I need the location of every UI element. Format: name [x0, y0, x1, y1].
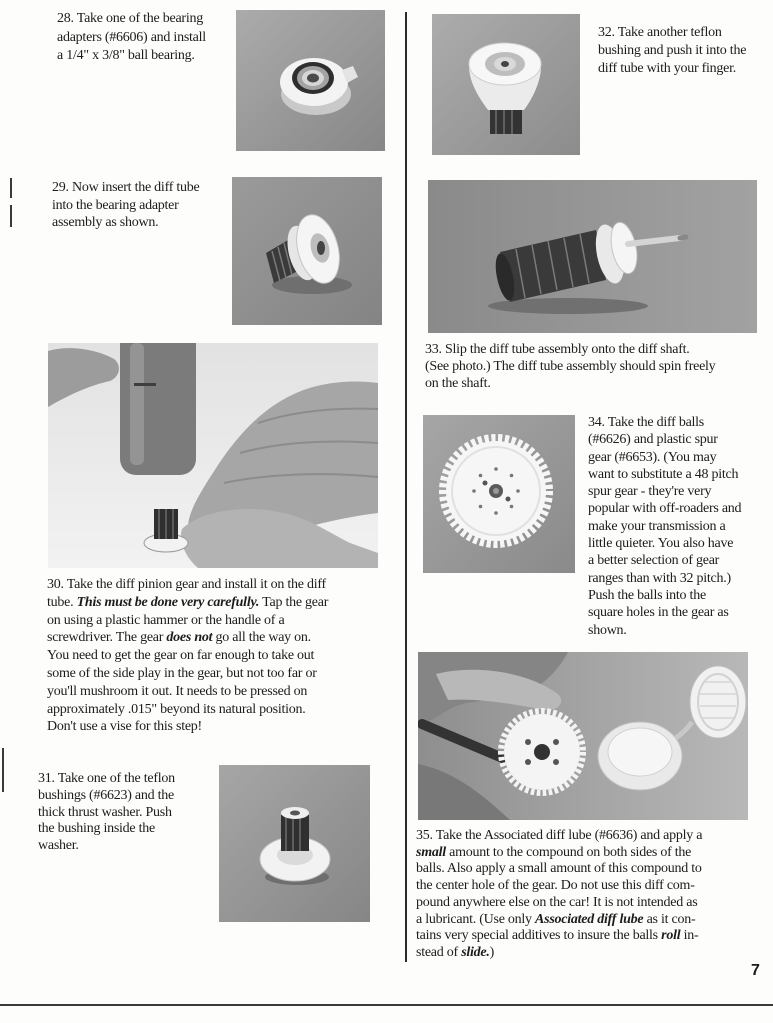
text-line	[47, 576, 328, 594]
step-34-text	[588, 414, 741, 639]
text-line	[425, 375, 715, 392]
text-run: 33. Slip the diff tube assembly onto the diff shaft.	[425, 342, 690, 357]
text-line	[425, 358, 715, 375]
text-line	[416, 945, 702, 962]
shadow	[272, 276, 352, 294]
text-line	[47, 647, 328, 665]
gear-center-hole	[489, 484, 503, 498]
text-run: screwdriver. The gear	[47, 630, 167, 646]
text-line	[47, 683, 328, 701]
text-line	[416, 861, 702, 878]
text-line	[588, 622, 741, 639]
step-34-photo	[423, 415, 575, 573]
text-line	[598, 42, 746, 60]
step-29-text	[52, 179, 200, 232]
text-line	[588, 518, 741, 535]
text-line	[416, 878, 702, 895]
step-30-photo	[48, 343, 378, 568]
text-run: (See photo.) The diff tube assembly should spin freely	[425, 359, 716, 374]
step-28-photo	[236, 10, 385, 151]
text-run: the center hole of the gear. Do not use this diff com-	[416, 878, 695, 894]
text-run: Push the balls into the	[588, 587, 706, 603]
text-run: assembly as shown.	[52, 215, 159, 230]
text-line	[588, 483, 741, 500]
text-line	[57, 10, 206, 29]
scan-mark	[2, 748, 4, 792]
text-run: as it con-	[643, 911, 696, 927]
text-run: 28. Take one of the bearing	[57, 11, 203, 26]
emphasis-text: Associated diff lube	[535, 911, 644, 927]
step-33-photo	[428, 180, 757, 333]
text-run: amount to the compound on both sides of the	[445, 844, 692, 860]
text-run: popular with off-roaders and	[588, 501, 742, 517]
text-line	[47, 718, 328, 736]
text-run: approximately .015" beyond its natural position.	[47, 701, 306, 717]
ball-bearing	[292, 62, 334, 94]
text-run: adapters (#6606) and install	[57, 29, 206, 45]
text-line	[416, 928, 702, 945]
text-line	[38, 805, 175, 822]
text-run: Don't use a vise for this step!	[47, 719, 202, 735]
teflon-bushing-gear	[281, 807, 309, 851]
text-run: little quieter. You also have	[588, 536, 734, 552]
emphasis-text: small	[416, 844, 446, 860]
text-line	[416, 895, 702, 912]
text-line	[588, 587, 741, 604]
scan-mark	[10, 178, 12, 198]
text-run: balls. Also apply a small amount of this compound to	[416, 861, 702, 877]
step-32-text	[598, 24, 746, 78]
text-run: on the shaft.	[425, 376, 491, 391]
text-run: in-	[680, 928, 699, 944]
footer-rule	[0, 1004, 773, 1006]
text-line	[416, 828, 702, 845]
text-run: ranges than with 32 pitch.)	[588, 570, 731, 586]
text-line	[425, 341, 715, 358]
text-run: shown.	[588, 622, 627, 638]
text-line	[47, 612, 328, 630]
text-line	[588, 500, 741, 517]
text-run: bushings (#6623) and the	[38, 787, 174, 803]
text-line	[416, 845, 702, 862]
column-divider	[405, 12, 407, 962]
text-line	[57, 47, 206, 66]
text-run: (#6626) and plastic spur	[588, 432, 718, 448]
text-line	[588, 414, 741, 431]
step-35-text	[416, 828, 702, 962]
text-line	[598, 24, 746, 42]
text-run: 29. Now insert the diff tube	[52, 180, 200, 195]
text-line	[38, 788, 175, 805]
step-28-text	[57, 10, 206, 66]
text-line	[588, 552, 741, 569]
text-run: 31. Take one of the teflon	[38, 771, 175, 786]
text-run: a lubricant. (Use only	[416, 911, 536, 927]
text-line	[588, 604, 741, 621]
text-run: a 1/4" x 3/8" ball bearing.	[57, 48, 195, 63]
text-line	[416, 912, 702, 929]
text-line	[57, 29, 206, 48]
step-35-photo	[418, 652, 748, 820]
text-line	[47, 665, 328, 683]
text-run: gear (#6653). (You may	[588, 449, 717, 465]
step-29-photo	[232, 177, 382, 325]
text-line	[47, 701, 328, 719]
text-run: into the bearing adapter	[52, 197, 179, 213]
text-run: some of the side play in the gear, but not too far or	[47, 665, 317, 681]
text-run: a better selection of gear	[588, 553, 720, 569]
text-run: diff tube with your finger.	[598, 61, 737, 76]
text-line	[588, 466, 741, 483]
text-line	[52, 214, 200, 232]
text-run: Tap the gear	[259, 594, 329, 610]
text-run: thick thrust washer. Push	[38, 804, 172, 820]
text-run: square holes in the gear as	[588, 605, 729, 621]
text-line	[38, 838, 175, 855]
step-30-text	[47, 576, 328, 736]
text-line	[588, 449, 741, 466]
text-run: pound anywhere else on the car! It is not intended as	[416, 894, 698, 910]
text-line	[588, 570, 741, 587]
text-run: you'll mushroom it out. It needs to be pressed on	[47, 683, 308, 699]
text-line	[588, 535, 741, 552]
plastic-hammer	[120, 343, 196, 475]
text-run: tube.	[47, 594, 77, 610]
text-line	[52, 197, 200, 215]
text-run: 35. Take the Associated diff lube (#6636) and apply a	[416, 828, 703, 843]
emphasis-text: This must be done very carefully.	[76, 594, 260, 610]
text-run: go all the way on.	[212, 630, 311, 646]
text-line	[38, 821, 175, 838]
emphasis-text: slide.	[461, 944, 490, 960]
text-run: You need to get the gear on far enough to take out	[47, 648, 315, 664]
text-run: the bushing inside the	[38, 821, 155, 837]
step-31-text	[38, 771, 175, 855]
text-run: bushing and push it into the	[598, 43, 747, 58]
text-run: make your transmission a	[588, 518, 726, 534]
text-line	[52, 179, 200, 197]
text-run: tains very special additives to insure the balls	[416, 928, 662, 944]
text-run: washer.	[38, 838, 79, 854]
text-line	[47, 594, 328, 612]
text-line	[38, 771, 175, 788]
step-33-text	[425, 341, 715, 392]
text-run: on using a plastic hammer or the handle of a	[47, 612, 285, 628]
text-run: stead of	[416, 944, 462, 960]
text-run: 32. Take another teflon	[598, 25, 722, 40]
scan-mark	[10, 205, 12, 227]
text-run: spur gear - they're very	[588, 484, 712, 500]
emphasis-text: roll	[661, 928, 681, 944]
text-run: 34. Take the diff balls	[588, 415, 705, 430]
text-run: want to substitute a 48 pitch	[588, 466, 739, 482]
step-32-photo	[432, 14, 580, 155]
page-number: 7	[751, 962, 760, 979]
emphasis-text: does not	[166, 630, 213, 646]
step-31-photo	[219, 765, 370, 922]
text-line	[588, 431, 741, 448]
text-line	[598, 60, 746, 78]
text-run: )	[489, 944, 495, 960]
jar-lid	[690, 666, 746, 738]
text-line	[47, 629, 328, 647]
text-run: 30. Take the diff pinion gear and install it on the diff	[47, 577, 326, 592]
diff-tube-gear	[490, 106, 522, 134]
